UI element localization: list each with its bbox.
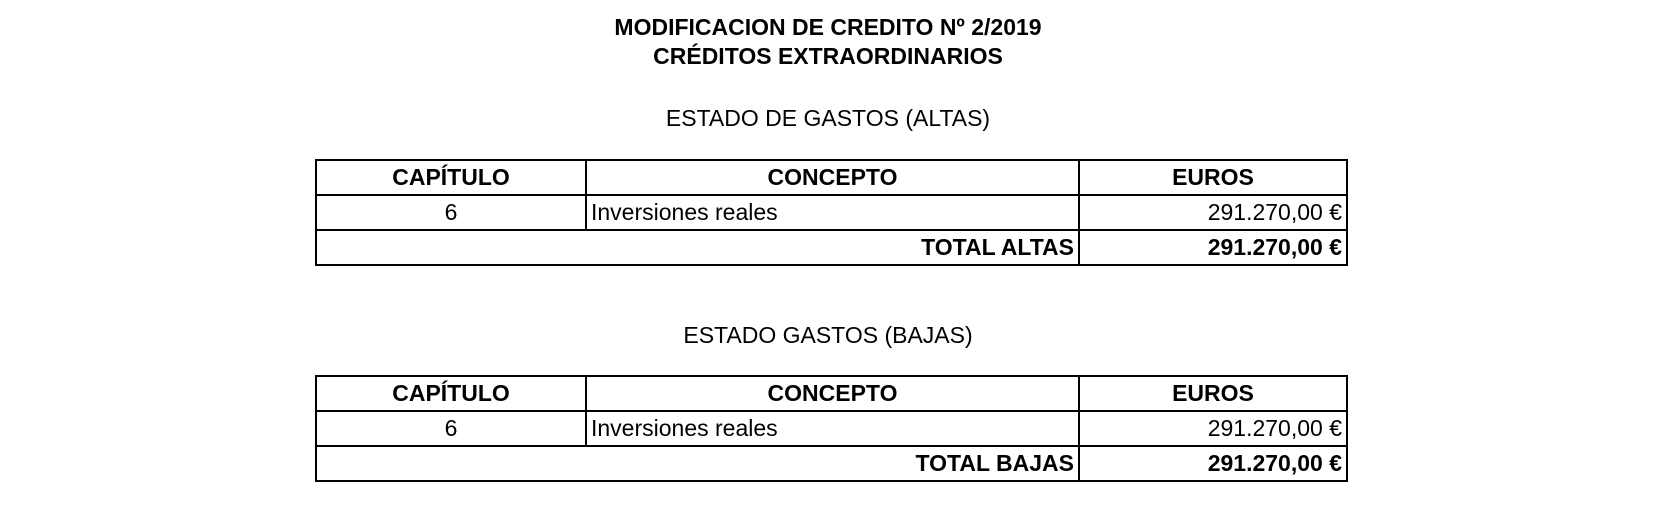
table-row: [316, 411, 1347, 446]
cell-euros: 291.270,00 €: [1079, 195, 1347, 230]
total-bajas-label: TOTAL BAJAS: [316, 446, 1079, 481]
cell-concepto: Inversiones reales: [586, 195, 1079, 230]
table-header-row: [316, 160, 1347, 195]
total-row: [316, 230, 1347, 265]
total-altas-value: 291.270,00 €: [1079, 230, 1347, 265]
table-header-row: [316, 376, 1347, 411]
total-altas-label: TOTAL ALTAS: [316, 230, 1079, 265]
column-header-capitulo: CAPÍTULO: [316, 160, 586, 195]
column-header-euros: EUROS: [1079, 160, 1347, 195]
bajas-table: [315, 375, 1348, 482]
cell-euros: 291.270,00 €: [1079, 411, 1347, 446]
document-subtitle: CRÉDITOS EXTRAORDINARIOS: [653, 43, 1003, 69]
column-header-capitulo: CAPÍTULO: [316, 376, 586, 411]
total-bajas-value: 291.270,00 €: [1079, 446, 1347, 481]
column-header-concepto: CONCEPTO: [586, 376, 1079, 411]
altas-table: [315, 159, 1348, 266]
cell-capitulo: 6: [316, 195, 586, 230]
section-heading-altas: ESTADO DE GASTOS (ALTAS): [665, 105, 991, 131]
column-header-concepto: CONCEPTO: [586, 160, 1079, 195]
section-heading-bajas: ESTADO GASTOS (BAJAS): [683, 322, 973, 348]
document-title: MODIFICACION DE CREDITO Nº 2/2019: [614, 14, 1042, 40]
table-row: [316, 195, 1347, 230]
cell-capitulo: 6: [316, 411, 586, 446]
column-header-euros: EUROS: [1079, 376, 1347, 411]
total-row: [316, 446, 1347, 481]
cell-concepto: Inversiones reales: [586, 411, 1079, 446]
